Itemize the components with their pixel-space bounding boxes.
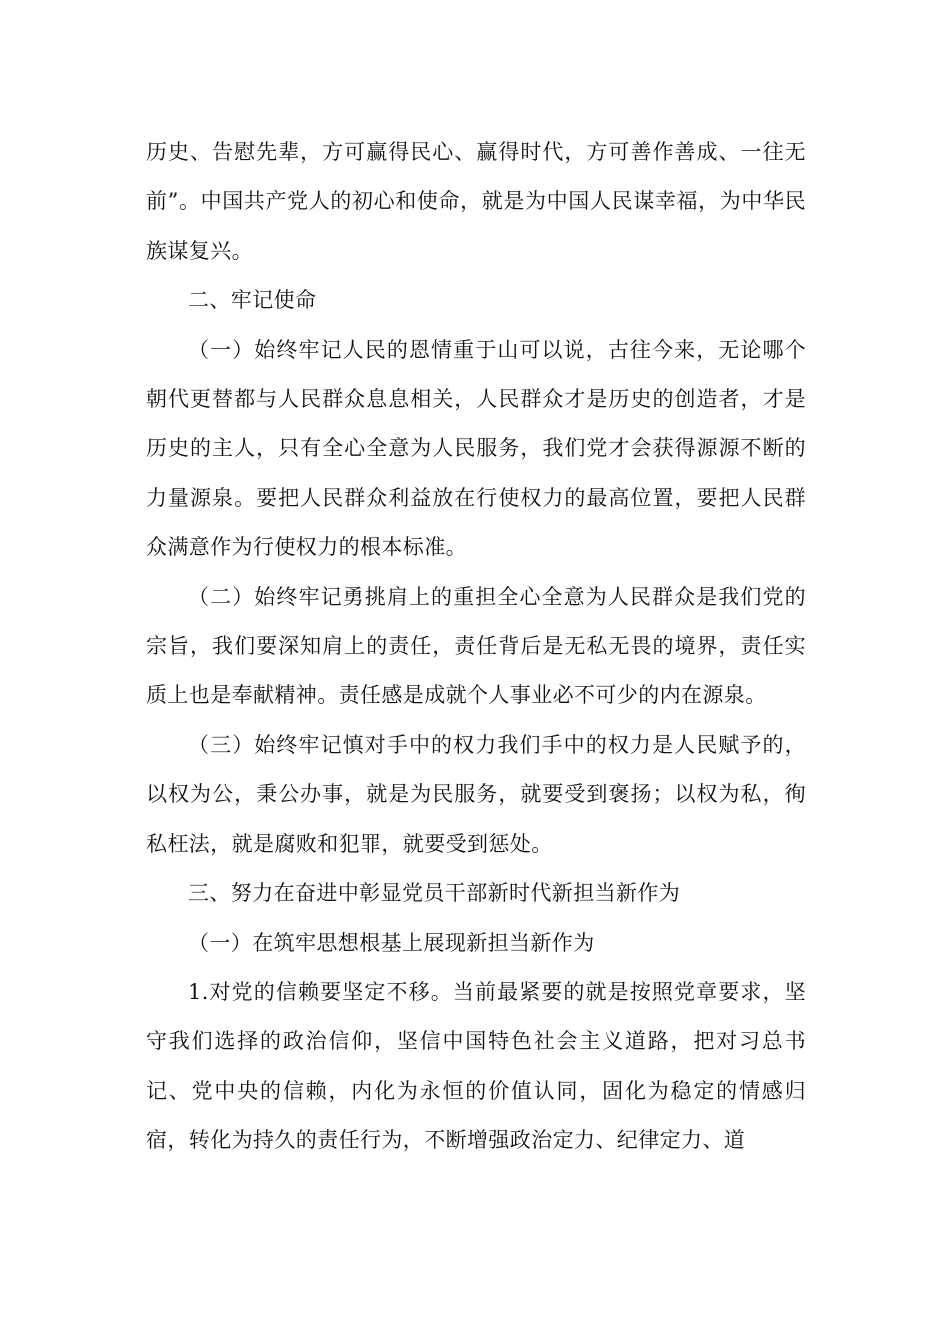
paragraph-continuation: 历史、告慰先辈，方可赢得民心、赢得时代，方可善作善成、一往无前”。中国共产党人的初心和使命，就是为中国人民谋幸福，为中华民族谋复兴。 [146, 140, 806, 263]
subsection-heading-3-1: （一）在筑牢思想根基上展现新担当新作为 [188, 930, 595, 955]
paragraph-2-1: （一）始终牢记人民的恩情重于山可以说，古往今来，无论哪个朝代更替都与人民群众息息相关，人民群众才是历史的创造者，才是历史的主人，只有全心全意为人民服务，我们党才会获得源源不断的力量源泉。要把人民群众利益放在行使权力的最高位置，要把人民群众满意作为行使权力的根本标准。 [146, 337, 806, 560]
paragraph-2-2: （二）始终牢记勇挑肩上的重担全心全意为人民群众是我们党的宗旨，我们要深知肩上的责任，责任背后是无私无畏的境界，责任实质上也是奉献精神。责任感是成就个人事业必不可少的内在源泉。 [146, 584, 806, 708]
section-heading-2: 二、牢记使命 [188, 288, 317, 313]
paragraph-3-1-1: 1.对党的信赖要坚定不移。当前最紧要的就是按照党章要求，坚守我们选择的政治信仰，坚信中国特色社会主义道路，把对习总书记、党中央的信赖，内化为永恒的价值认同，固化为稳定的情感归宿，转化为持久的责任行为，不断增强政治定力、纪律定力、道 [146, 979, 806, 1153]
paragraph-2-3: （三）始终牢记慎对手中的权力我们手中的权力是人民赋予的，以权为公，秉公办事，就是为民服务，就要受到褒扬；以权为私，徇私枉法，就是腐败和犯罪，就要受到惩处。 [146, 732, 806, 856]
section-heading-3: 三、努力在奋进中彰显党员干部新时代新担当新作为 [188, 881, 681, 906]
document-body [146, 128, 806, 1166]
